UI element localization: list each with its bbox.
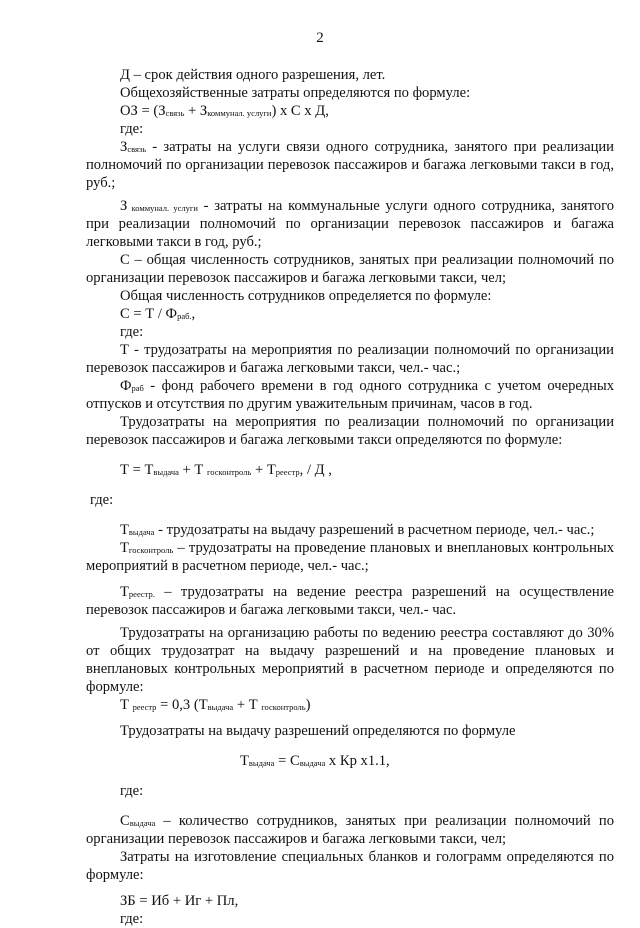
zb-intro: Затраты на изготовление специальных бланков и голограмм определяются по формуле: bbox=[86, 849, 614, 883]
reestr-formula: Т $_{реестр}$ = 0,3 ($Т_{выдача} + Т$ $_{госконтроль}$) bbox=[120, 697, 311, 713]
oz-formula: ОЗ = $(З_{связь} + З_{коммунал. услуги})$ х С х Д, bbox=[120, 103, 329, 119]
t-definition: Т - трудозатраты на мероприятия по реализации полномочий по организации перевозок пассажиров и багажа легковыми такси, чел.- час.; bbox=[86, 342, 614, 376]
d-definition: Д – срок действия одного разрешения, лет. bbox=[120, 67, 386, 83]
where-label: где: bbox=[120, 911, 144, 927]
z-svyaz-definition: $З_{связь}$ - затраты на услуги связи одного сотрудника, занятого при реализации полномочий по организации перевозок пассажиров и багажа легковыми такси в год, руб.; bbox=[86, 139, 614, 191]
where-label: где: bbox=[120, 121, 144, 137]
where-label: где: bbox=[120, 783, 144, 799]
c-intro: Общая численность сотрудников определяется по формуле: bbox=[120, 288, 492, 304]
c-formula: $С = Т / Ф_{раб.}$, bbox=[120, 306, 196, 322]
t-vydacha-definition: $Т_{выдача}$ - трудозатраты на выдачу разрешений в расчетном периоде, чел.- час.; bbox=[120, 522, 595, 538]
c-definition: С – общая численность сотрудников, занятых при реализации полномочий по организации перевозок пассажиров и багажа легковыми такси, чел; bbox=[86, 252, 614, 286]
reestr-intro: Трудозатраты на организацию работы по ведению реестра составляют до 30% от общих трудозатрат на выдачу разрешений и на проведение плановых и внеплановых контрольных мероприятий в расчетном периоде и определяются по формуле: bbox=[86, 625, 614, 695]
t-formula: $Т = Т_{выдача} + Т$ $_{госконтроль} + Т_{реестр}$, / Д , bbox=[120, 462, 332, 478]
oz-intro: Общехозяйственные затраты определяются по формуле: bbox=[120, 85, 471, 101]
page-number: 2 bbox=[316, 30, 324, 46]
c-vydacha-definition: $С_{выдача}$ – количество сотрудников, занятых при реализации полномочий по организации перевозок пассажиров и багажа легковыми такси, чел; bbox=[86, 813, 614, 847]
where-label: где: bbox=[90, 492, 114, 508]
vydacha-intro: Трудозатраты на выдачу разрешений определяются по формуле bbox=[120, 723, 516, 739]
t-intro: Трудозатраты на мероприятия по реализации полномочий по организации перевозок пассажиров и багажа легковыми такси определяются по формуле: bbox=[86, 414, 614, 448]
vydacha-formula: $Т_{выдача} = С_{выдача}$ х Кр х1.1, bbox=[240, 753, 390, 769]
document-body bbox=[86, 66, 614, 928]
t-goskontrol-definition: $Т_{госконтроль}$ – трудозатраты на проведение плановых и внеплановых контрольных мероприятий в расчетном периоде, чел.- час.; bbox=[86, 540, 614, 574]
t-reestr-definition: $Т_{реестр.}$ – трудозатраты на ведение реестра разрешений на осуществление перевозок пассажиров и багажа легковыми такси, чел.- час. bbox=[86, 584, 614, 618]
z-komm-definition: З $_{коммунал. услуги}$ - затраты на коммунальные услуги одного сотрудника, занятого при реализации полномочий по организации перевозок пассажиров и багажа легковыми такси в год, руб.; bbox=[86, 198, 615, 250]
zb-formula: ЗБ = Иб + Иг + Пл, bbox=[120, 893, 239, 909]
f-definition: $Ф_{раб}$ - фонд рабочего времени в год одного сотрудника с учетом очередных отпусков и отсутствия по другим уважительным причинам, часов в год. bbox=[86, 378, 614, 412]
where-label: где: bbox=[120, 324, 144, 340]
